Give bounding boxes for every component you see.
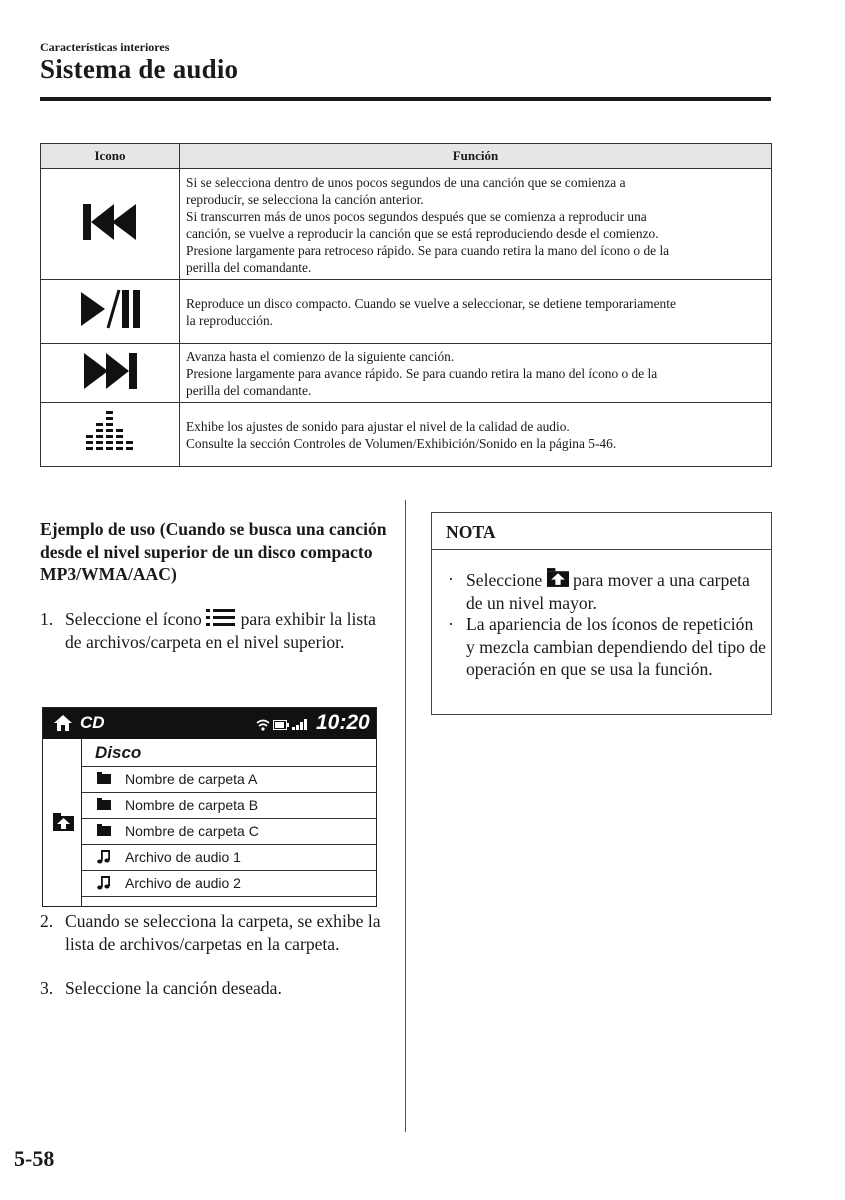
- step-3: [40, 977, 390, 1001]
- folder-up-icon: [547, 568, 569, 587]
- step-text-before: Seleccione el ícono: [65, 609, 202, 629]
- page-number: 5-58: [14, 1146, 55, 1171]
- step-number: 1.: [40, 609, 54, 629]
- list-item-label: Archivo de audio 2: [125, 875, 241, 891]
- music-note-icon: [97, 850, 111, 864]
- music-note-icon: [97, 876, 111, 890]
- step-text-after: para exhibir la lista de archivos/carpeta en el nivel superior.: [65, 609, 376, 652]
- list-item[interactable]: [82, 793, 376, 819]
- folder-title-row: [82, 739, 376, 767]
- list-item-label: Nombre de carpeta A: [125, 771, 258, 787]
- folder-icon: [97, 798, 111, 810]
- table-header-row: [41, 144, 772, 169]
- step-text: Seleccione la canción deseada.: [65, 978, 282, 998]
- table-row: [41, 169, 772, 280]
- description-line: Consulte la sección Controles de Volumen/Exhibición/Sonido en la página 5-46.: [186, 436, 617, 451]
- screen-clock: 10:20: [316, 711, 370, 734]
- description-line: Si se selecciona dentro de unos pocos segundos de una canción que se comienza a: [186, 174, 626, 190]
- column-header-icon: Icono: [41, 144, 180, 169]
- step-1: [40, 608, 390, 678]
- note-text-before: Seleccione: [466, 570, 543, 590]
- column-divider: [405, 500, 406, 1132]
- equalizer-icon: [86, 411, 134, 453]
- folder-icon: [97, 772, 111, 784]
- screen-sidebar: [43, 739, 82, 906]
- screen-status-bar: [43, 708, 376, 739]
- icon-cell: [41, 344, 180, 403]
- icon-cell: [41, 169, 180, 280]
- step-number: 2.: [40, 911, 54, 931]
- description-line: perilla del comandante.: [186, 259, 312, 275]
- list-item-label: Nombre de carpeta C: [125, 823, 259, 839]
- function-description: [180, 403, 772, 467]
- play-pause-icon: [79, 288, 141, 330]
- function-description: [180, 169, 772, 280]
- folder-icon: [97, 824, 111, 836]
- table-row: [41, 403, 772, 467]
- audio-screen-mockup: [42, 707, 377, 907]
- description-line: Presione largamente para retroceso rápido. Se para cuando retira la mano del ícono o de la: [186, 242, 670, 258]
- list-item-label: Nombre de carpeta B: [125, 797, 259, 813]
- description-line: Presione largamente para avance rápido. Se para cuando retira la mano del ícono o de la: [186, 366, 658, 381]
- page-title: Sistema de audio: [40, 54, 239, 84]
- list-icon: [206, 609, 236, 626]
- note-title-bar: [432, 513, 771, 550]
- table-row: [41, 344, 772, 403]
- function-table: [40, 143, 772, 467]
- screen-source: CD: [80, 713, 105, 732]
- folder-up-icon[interactable]: [53, 813, 74, 831]
- battery-icon: [273, 720, 289, 730]
- step-2: [40, 910, 390, 980]
- step-text: [65, 608, 385, 653]
- bullet: ·: [448, 569, 454, 589]
- bullet: ·: [448, 614, 454, 634]
- note-box: [431, 512, 772, 715]
- icon-cell: [41, 280, 180, 344]
- note-item: [448, 568, 763, 614]
- note-title: NOTA: [446, 522, 496, 542]
- section-label: Características interiores: [40, 40, 170, 54]
- title-divider: [40, 97, 771, 101]
- folder-title: Disco: [95, 743, 142, 762]
- step-text: Cuando se selecciona la carpeta, se exhibe la lista de archivos/carpetas en la carpeta.: [65, 911, 381, 954]
- description-line: Reproduce un disco compacto. Cuando se vuelve a seleccionar, se detiene temporariamente: [186, 296, 676, 311]
- note-text: [466, 568, 766, 614]
- description-line: reproducir, se selecciona la canción anterior.: [186, 191, 424, 207]
- previous-track-icon: [82, 204, 138, 240]
- step-number: 3.: [40, 978, 54, 998]
- list-item[interactable]: [82, 845, 376, 871]
- function-description: [180, 344, 772, 403]
- example-heading: Ejemplo de uso (Cuando se busca una canción desde el nivel superior de un disco compacto MP3/WMA/AAC): [40, 519, 387, 584]
- column-header-function: Función: [180, 144, 772, 169]
- description-line: la reproducción.: [186, 313, 273, 328]
- list-item-label: Archivo de audio 1: [125, 849, 241, 865]
- description-line: canción, se vuelve a reproducir la canción que se está reproduciendo desde el comienzo.: [186, 225, 659, 241]
- list-item[interactable]: [82, 767, 376, 793]
- note-item: [448, 613, 766, 705]
- description-line: Avanza hasta el comienzo de la siguiente canción.: [186, 349, 455, 364]
- list-item[interactable]: [82, 819, 376, 845]
- signal-icon: [292, 719, 308, 730]
- home-icon[interactable]: [53, 714, 73, 732]
- description-line: perilla del comandante.: [186, 383, 312, 398]
- note-text: La apariencia de los íconos de repetición y mezcla cambian dependiendo del tipo de operación en que se usa la función.: [466, 614, 766, 679]
- next-track-icon: [82, 353, 138, 389]
- note-text-after: para mover a una carpeta de un nivel mayor.: [466, 570, 750, 613]
- icon-cell: [41, 403, 180, 467]
- table-row: [41, 280, 772, 344]
- description-line: Exhibe los ajustes de sonido para ajustar el nivel de la calidad de audio.: [186, 419, 570, 434]
- wifi-icon: [256, 719, 270, 731]
- function-description: [180, 280, 772, 344]
- description-line: Si transcurren más de unos pocos segundos después que se comienza a reproducir una: [186, 208, 647, 224]
- list-item[interactable]: [82, 871, 376, 897]
